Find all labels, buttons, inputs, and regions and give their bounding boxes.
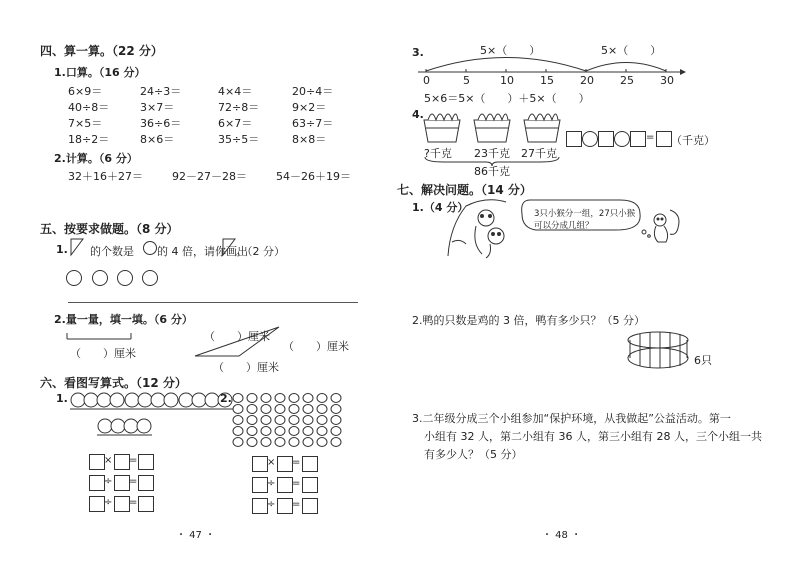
- oral-calc-title: 1.口算。（16 分）: [54, 66, 146, 79]
- number-line: [418, 52, 688, 76]
- speech-text: 3只小猴分一组，27只小猴可以分成几组？: [534, 209, 636, 231]
- oral-item: 3×7＝: [140, 101, 175, 114]
- monkey-illustration: [446, 196, 520, 260]
- fruit-icon: [275, 416, 285, 425]
- oral-item: 24÷3＝: [140, 85, 182, 98]
- q3-number: 3.: [412, 46, 424, 59]
- oral-item: 9×2＝: [292, 101, 327, 114]
- oral-item: 7×5＝: [68, 117, 103, 130]
- fruit-icon: [289, 427, 299, 436]
- answer-box[interactable]: [252, 498, 268, 514]
- oral-item: 8×8＝: [292, 133, 327, 146]
- fruit-icon: [233, 427, 243, 436]
- measure-answer: （ ）厘米: [70, 347, 136, 360]
- fruit-icon: [331, 394, 341, 403]
- measure-answer: （ ）厘米: [283, 340, 349, 353]
- q1-label: 1.（4 分）: [412, 201, 469, 214]
- oral-item: 20÷4＝: [292, 85, 334, 98]
- fruit-grid-icons: [232, 392, 352, 448]
- section-5-title: 五、按要求做题。（8 分）: [40, 222, 179, 236]
- fruit-icon: [261, 394, 271, 403]
- basket-weight: 27千克: [521, 147, 557, 160]
- flag-icon: [222, 238, 236, 256]
- tick-label: 30: [660, 74, 674, 87]
- q4-number: 4.: [412, 108, 424, 121]
- oral-item: 18÷2＝: [68, 133, 110, 146]
- fruit-icon: [317, 427, 327, 436]
- measure-segment: [66, 332, 132, 340]
- measure-answer: （ ）厘米: [204, 330, 270, 343]
- answer-box[interactable]: [114, 496, 130, 512]
- section-7-title: 七、解决问题。（14 分）: [397, 183, 532, 197]
- answer-box[interactable]: [114, 475, 130, 491]
- s5-q1-text-a: 的个数是: [90, 245, 134, 258]
- fruit-icon: [303, 405, 313, 414]
- fruit-icon: [317, 416, 327, 425]
- fruit-icon: [233, 405, 243, 414]
- calc-item: 92－27－28＝: [172, 170, 247, 183]
- measure-answer: （ ）厘米: [213, 361, 279, 374]
- fruit-icon: [247, 416, 257, 425]
- circle-icon: [92, 270, 108, 286]
- divide-sign: ÷: [267, 499, 276, 510]
- answer-box[interactable]: [302, 498, 318, 514]
- fruit-icon: [233, 394, 243, 403]
- fruit-icon: [331, 416, 341, 425]
- basket-icons: [420, 106, 564, 144]
- answer-box[interactable]: [114, 454, 130, 470]
- divide-sign: ÷: [267, 478, 276, 489]
- times-sign: ×: [267, 457, 276, 468]
- fruit-icon: [303, 394, 313, 403]
- q3b-line: 小组有 32 人，第二小组有 36 人，第三小组有 28 人，三个小组一共: [424, 430, 762, 443]
- fruit-icon: [233, 438, 243, 447]
- fruit-icon: [331, 438, 341, 447]
- equals-sign: =: [129, 497, 138, 508]
- circle-icon: [117, 270, 133, 286]
- equals-sign: =: [292, 457, 301, 468]
- fruit-icon: [303, 416, 313, 425]
- fruit-icon: [289, 416, 299, 425]
- fruit-icon: [261, 438, 271, 447]
- total-weight: 86千克: [474, 165, 510, 178]
- fruit-icon: [331, 427, 341, 436]
- fruit-icon: [261, 405, 271, 414]
- flag-icon: [70, 238, 84, 256]
- fruit-icon: [289, 394, 299, 403]
- fruit-icon: [317, 438, 327, 447]
- chicken-count: 6只: [694, 354, 712, 367]
- fruit-icon: [317, 405, 327, 414]
- answer-box[interactable]: [656, 131, 672, 147]
- tick-label: 15: [540, 74, 554, 87]
- fruit-icon: [303, 427, 313, 436]
- fruit-icon: [317, 394, 327, 403]
- oral-item: 36÷6＝: [140, 117, 182, 130]
- basket-weight: ?千克: [424, 147, 452, 160]
- jump-label: 5×（ ）: [480, 44, 541, 57]
- fruit-icon: [261, 427, 271, 436]
- answer-box[interactable]: [138, 475, 154, 491]
- s5-q1-text-b: 的 4 倍，请你画出: [157, 245, 248, 258]
- tick-label: 25: [620, 74, 634, 87]
- answer-box[interactable]: [89, 454, 105, 470]
- measure-title: 2.量一量，填一填。（6 分）: [54, 313, 193, 326]
- calc-item: 54－26＋19＝: [276, 170, 351, 183]
- answer-box[interactable]: [138, 496, 154, 512]
- answer-box[interactable]: [277, 498, 293, 514]
- tick-label: 20: [580, 74, 594, 87]
- answer-box[interactable]: [302, 456, 318, 472]
- answer-box[interactable]: [277, 477, 293, 493]
- fruit-icon: [233, 416, 243, 425]
- squirrel-illustration: [648, 206, 682, 246]
- page-number-left: ・ 47 ・: [176, 530, 216, 541]
- equals-sign: =: [129, 455, 138, 466]
- equals-sign: =: [292, 499, 301, 510]
- answer-box[interactable]: [630, 131, 646, 147]
- unit-label: （千克）: [671, 134, 715, 147]
- calc-title: 2.计算。（6 分）: [54, 152, 138, 165]
- oral-item: 72÷8＝: [218, 101, 260, 114]
- answer-box[interactable]: [277, 456, 293, 472]
- fruit-icon: [247, 394, 257, 403]
- tick-label: 5: [463, 74, 470, 87]
- answer-circle[interactable]: [582, 131, 598, 147]
- peach-icons: [70, 392, 240, 452]
- divide-sign: ÷: [104, 476, 113, 487]
- answer-box[interactable]: [89, 496, 105, 512]
- chicken-pen-illustration: [626, 328, 692, 372]
- answer-box[interactable]: [252, 477, 268, 493]
- oral-item: 8×6＝: [140, 133, 175, 146]
- fruit-icon: [275, 405, 285, 414]
- oral-item: 35÷5＝: [218, 133, 260, 146]
- oral-item: 40÷8＝: [68, 101, 110, 114]
- oral-item: 6×9＝: [68, 85, 103, 98]
- oral-item: 63÷7＝: [292, 117, 334, 130]
- answer-box[interactable]: [566, 131, 582, 147]
- s5-q1-number: 1.: [56, 243, 68, 256]
- calc-item: 32＋16＋27＝: [68, 170, 143, 183]
- divide-sign: ÷: [104, 497, 113, 508]
- answer-box[interactable]: [138, 454, 154, 470]
- page-number-right: ・ 48 ・: [542, 530, 582, 541]
- oral-item: 4×4＝: [218, 85, 253, 98]
- tick-label: 10: [500, 74, 514, 87]
- equals-sign: =: [129, 476, 138, 487]
- s6-q2-number: 2.: [220, 392, 232, 405]
- q3-equation: 5×6＝5×（ ）＋5×（ ）: [424, 92, 590, 105]
- fruit-icon: [275, 438, 285, 447]
- fruit-icon: [289, 405, 299, 414]
- jump-label: 5×（ ）: [601, 44, 662, 57]
- fruit-icon: [303, 438, 313, 447]
- circle-icon: [142, 270, 158, 286]
- fruit-icon: [289, 438, 299, 447]
- fruit-icon: [275, 427, 285, 436]
- fruit-icon: [247, 438, 257, 447]
- s6-q1-number: 1.: [56, 392, 68, 405]
- answer-box[interactable]: [89, 475, 105, 491]
- tick-label: 0: [423, 74, 430, 87]
- answer-circle[interactable]: [614, 131, 630, 147]
- q3b-line: 有多少人？（5 分）: [424, 448, 523, 461]
- basket-weight: 23千克: [474, 147, 510, 160]
- circle-icon: [66, 270, 82, 286]
- fruit-icon: [247, 427, 257, 436]
- answer-box[interactable]: [302, 477, 318, 493]
- answer-box[interactable]: [598, 131, 614, 147]
- fruit-icon: [275, 394, 285, 403]
- section-4-title: 四、算一算。（22 分）: [40, 44, 163, 58]
- circle-icon: [143, 241, 157, 255]
- fruit-icon: [261, 416, 271, 425]
- answer-box[interactable]: [252, 456, 268, 472]
- oral-item: 6×7＝: [218, 117, 253, 130]
- q2-text: 2.鸭的只数是鸡的 3 倍，鸭有多少只？（5 分）: [412, 314, 645, 327]
- equals-sign: =: [646, 132, 655, 143]
- fruit-icon: [247, 405, 257, 414]
- times-sign: ×: [104, 455, 113, 466]
- q3b-line: 3.二年级分成三个小组参加“保护环境，从我做起”公益活动。第一: [412, 412, 731, 425]
- fruit-icon: [331, 405, 341, 414]
- equals-sign: =: [292, 478, 301, 489]
- answer-line: [68, 302, 358, 303]
- section-6-title: 六、看图写算式。（12 分）: [40, 376, 187, 390]
- s5-q1-text-c: 。（2 分）: [236, 245, 285, 258]
